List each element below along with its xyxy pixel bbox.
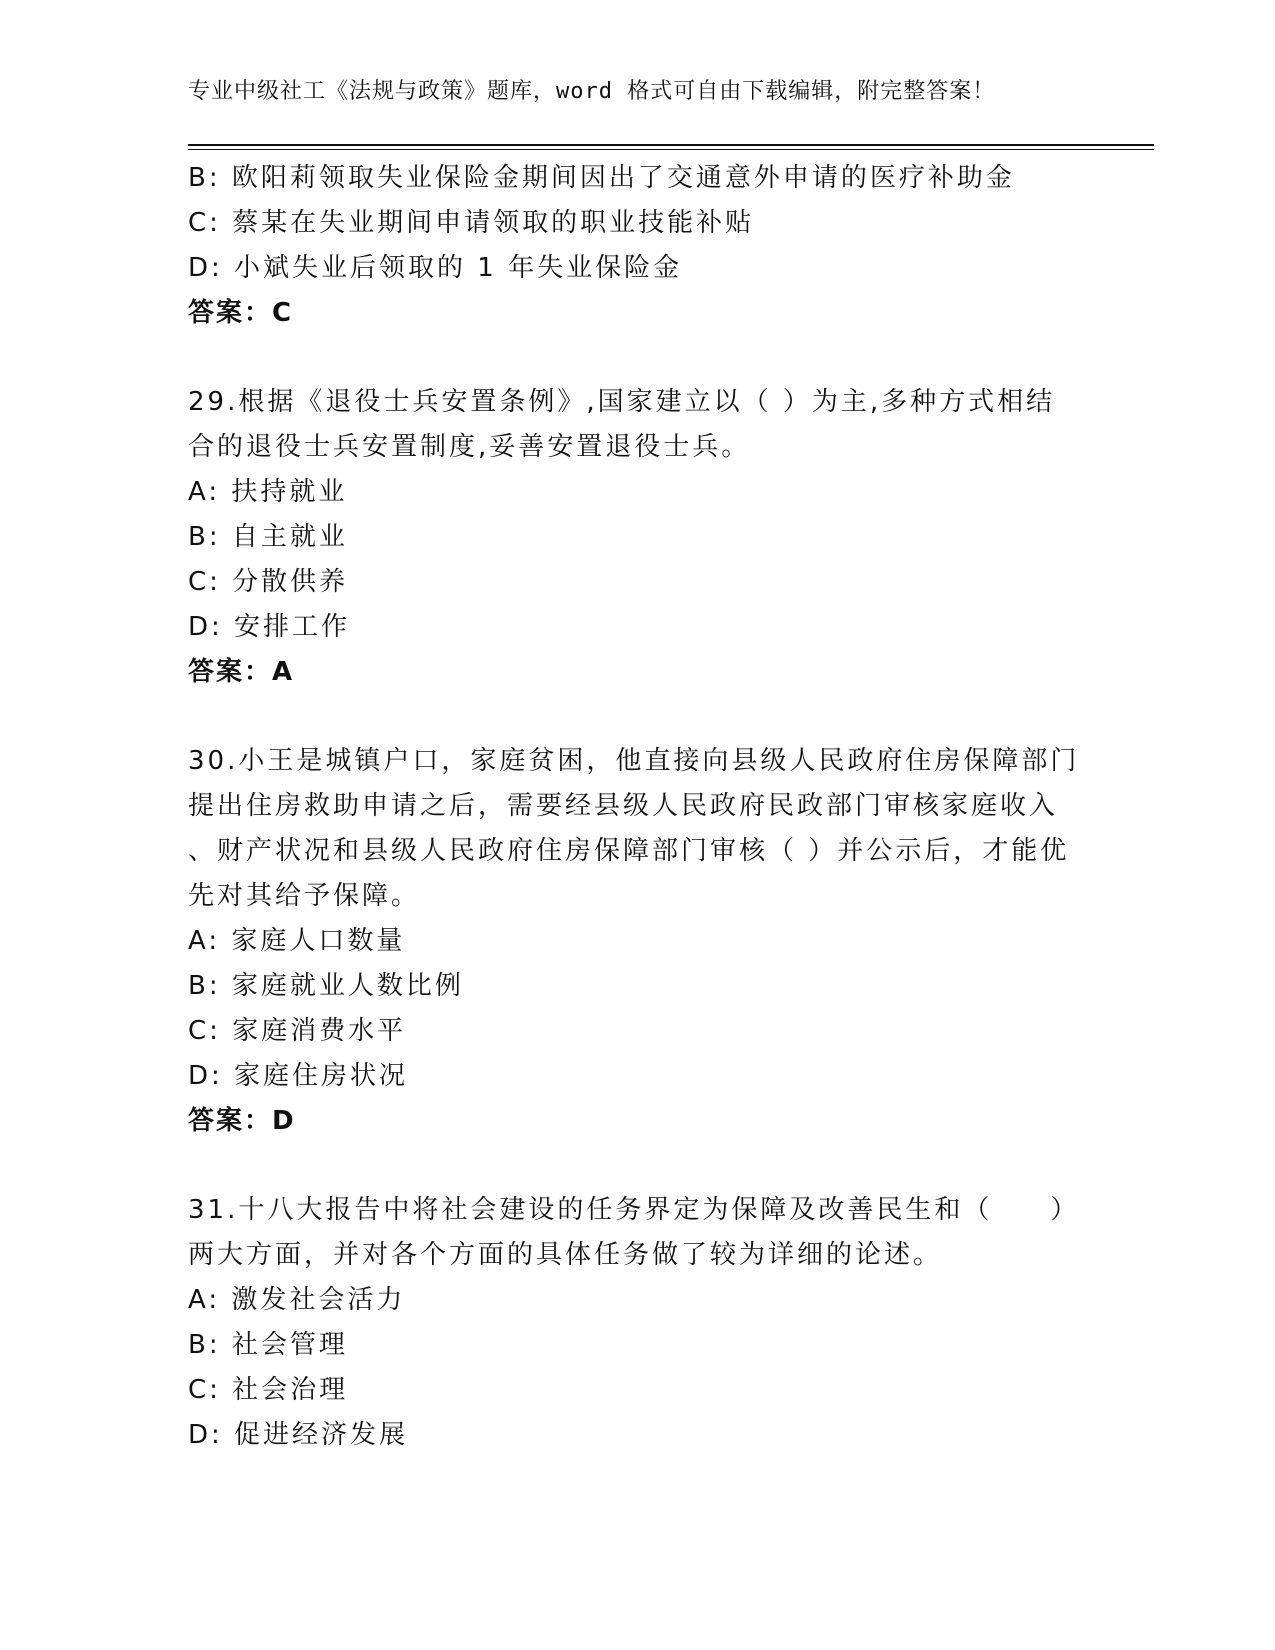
option-b: B: 社会管理	[188, 1330, 348, 1360]
answer: 答案：A	[188, 657, 295, 687]
document-body	[188, 156, 1088, 1458]
question-29	[188, 380, 1088, 695]
option-b: B: 欧阳莉领取失业保险金期间因出了交通意外申请的医疗补助金	[188, 163, 1015, 193]
header-rule-thin	[188, 149, 1154, 150]
question-stem-line: 29.根据《退役士兵安置条例》,国家建立以（ ）为主,多种方式相结	[188, 387, 1056, 417]
question-28-continued	[188, 156, 1088, 336]
option-c: C: 家庭消费水平	[188, 1016, 407, 1046]
option-d: D: 小斌失业后领取的 1 年失业保险金	[188, 253, 683, 283]
question-stem-line: 合的退役士兵安置制度,妥善安置退役士兵。	[188, 432, 751, 462]
question-stem-line: 、财产状况和县级人民政府住房保障部门审核（ ）并公示后，才能优	[188, 836, 1070, 866]
question-stem-line: 两大方面，并对各个方面的具体任务做了较为详细的论述。	[188, 1240, 943, 1270]
question-stem-line: 先对其给予保障。	[188, 881, 421, 911]
question-30	[188, 739, 1088, 1144]
option-c: C: 蔡某在失业期间申请领取的职业技能补贴	[188, 208, 755, 238]
option-c: C: 社会治理	[188, 1375, 349, 1405]
question-stem-line: 30.小王是城镇户口，家庭贫困，他直接向县级人民政府住房保障部门	[188, 746, 1080, 776]
option-a: A: 激发社会活力	[188, 1285, 406, 1315]
option-b: B: 家庭就业人数比例	[188, 971, 464, 1001]
question-31	[188, 1188, 1088, 1458]
option-d: D: 安排工作	[188, 612, 351, 642]
answer: 答案：D	[188, 1106, 296, 1136]
question-stem-line: 提出住房救助申请之后，需要经县级人民政府民政部门审核家庭收入	[188, 791, 1059, 821]
answer: 答案：C	[188, 298, 294, 328]
option-d: D: 促进经济发展	[188, 1420, 409, 1450]
option-a: A: 家庭人口数量	[188, 926, 406, 956]
option-a: A: 扶持就业	[188, 477, 348, 507]
option-c: C: 分散供养	[188, 567, 349, 597]
option-d: D: 家庭住房状况	[188, 1061, 409, 1091]
question-stem-line: 31.十八大报告中将社会建设的任务界定为保障及改善民生和（ ）	[188, 1195, 1080, 1225]
header-rule-thick	[188, 144, 1154, 146]
page-header: 专业中级社工《法规与政策》题库，word 格式可自由下载编辑，附完整答案！	[188, 79, 996, 104]
option-b: B: 自主就业	[188, 522, 348, 552]
